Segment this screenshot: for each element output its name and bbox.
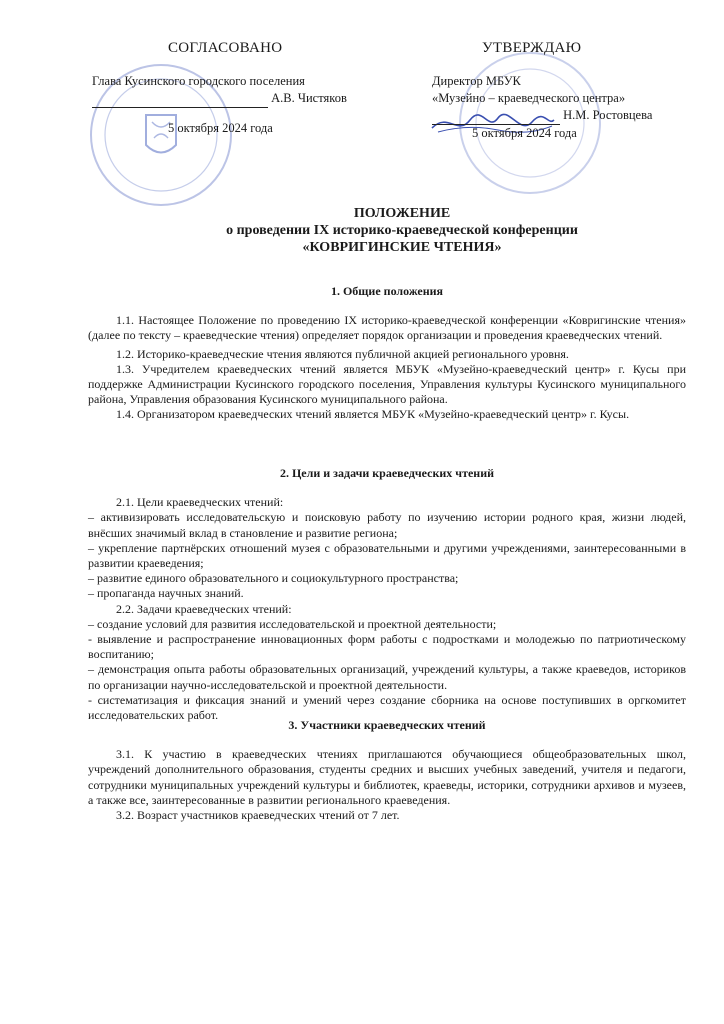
paragraph: 2.1. Цели краеведческих чтений:: [116, 495, 284, 510]
list-item: - систематизация и фиксация знаний и умений через создание сборника на основе поступивших в оргкомитет исследовательских работ.: [88, 692, 686, 723]
list-item: – развитие единого образовательного и социокультурного пространства;: [88, 571, 459, 586]
approval-left-date: 5 октября 2024 года: [168, 121, 273, 135]
approval-right-title: УТВЕРЖДАЮ: [482, 40, 582, 56]
section-heading: 1. Общие положения: [330, 284, 444, 298]
paragraph: 3.2. Возраст участников краеведческих чтений от 7 лет.: [116, 808, 400, 823]
list-item: – укрепление партнёрских отношений музея с образовательными и другими учреждениями, заинтересованными в развитии краеведения;: [88, 540, 686, 571]
approval-left-position: Глава Кусинского городского поселения: [92, 74, 305, 88]
approval-left-signer: А.В. Чистяков: [271, 91, 347, 105]
paragraph: 1.1. Настоящее Положение по проведению IX историко-краеведческой конференции «Ковригинские чтения» (далее по тексту – краеведческие чтения) определяет порядок организации и проведения краеведческих чтений.: [88, 313, 686, 343]
document-title: [0, 205, 724, 256]
approval-left-block: [92, 40, 362, 137]
section-general: [88, 284, 686, 423]
section-participants: [88, 718, 686, 823]
approval-left-signer-row: [92, 90, 362, 108]
approval-left-title: СОГЛАСОВАНО: [168, 40, 283, 56]
list-item: – активизировать исследовательскую и поисковую работу по изучению истории родного края, жизни людей, внёсших значимый вклад в становление и развитие региона;: [88, 510, 686, 540]
section-goals: [88, 466, 686, 723]
signature-line: [92, 90, 268, 108]
approval-right-signer: Н.М. Ростовцева: [563, 108, 653, 122]
approval-right-org: «Музейно – краеведческого центра»: [432, 91, 626, 105]
signature-line: [432, 107, 560, 125]
paragraph: 3.1. К участию в краеведческих чтениях приглашаются обучающиеся общеобразовательных школ, учреждений дополнительного образования, студенты средних и высших учебных заведений, учителя и педагоги, сотрудники муниципальных учреждений культуры и библиотек, краеведы, историки, сотрудники архивов и музеев, а также все, заинтересованные в развитии регионального краеведения.: [88, 747, 686, 807]
approval-right-date: 5 октября 2024 года: [472, 126, 577, 140]
title-line-2: о проведении IX историко-краеведческой конференции: [226, 223, 578, 238]
approval-right-signer-row: [432, 107, 682, 125]
section-heading: 2. Цели и задачи краеведческих чтений: [279, 466, 495, 480]
approval-right-block: [432, 40, 682, 142]
section-heading: 3. Участники краеведческих чтений: [288, 718, 486, 732]
paragraph: 1.3. Учредителем краеведческих чтений является МБУК «Музейно-краеведческий центр» г. Кусы при поддержке Администрации Кусинского городского поселения, Управления культуры Кусинского муниципального района, Управления образования Кусинского муниципального района.: [88, 361, 686, 407]
title-line-3: «КОВРИГИНСКИЕ ЧТЕНИЯ»: [302, 240, 502, 255]
list-item: – демонстрация опыта работы образовательных организаций, учреждений культуры, а также краеведов, историков по организации научно-исследовательской и проектной деятельности.: [88, 662, 686, 692]
paragraph: 1.4. Организатором краеведческих чтений является МБУК «Музейно-краеведческий центр» г. Кусы.: [116, 407, 630, 422]
list-item: – пропаганда научных знаний.: [88, 586, 244, 601]
list-item: - выявление и распространение инновационных форм работы с подростками и молодежью по патриотическому воспитанию;: [88, 632, 686, 662]
paragraph: 1.2. Историко-краеведческие чтения являются публичной акцией регионального уровня.: [116, 346, 569, 361]
list-item: – создание условий для развития исследовательской и проектной деятельности;: [88, 616, 497, 631]
paragraph: 2.2. Задачи краеведческих чтений:: [116, 601, 292, 616]
approval-right-position: Директор МБУК: [432, 74, 521, 88]
title-line-1: ПОЛОЖЕНИЕ: [353, 206, 451, 221]
